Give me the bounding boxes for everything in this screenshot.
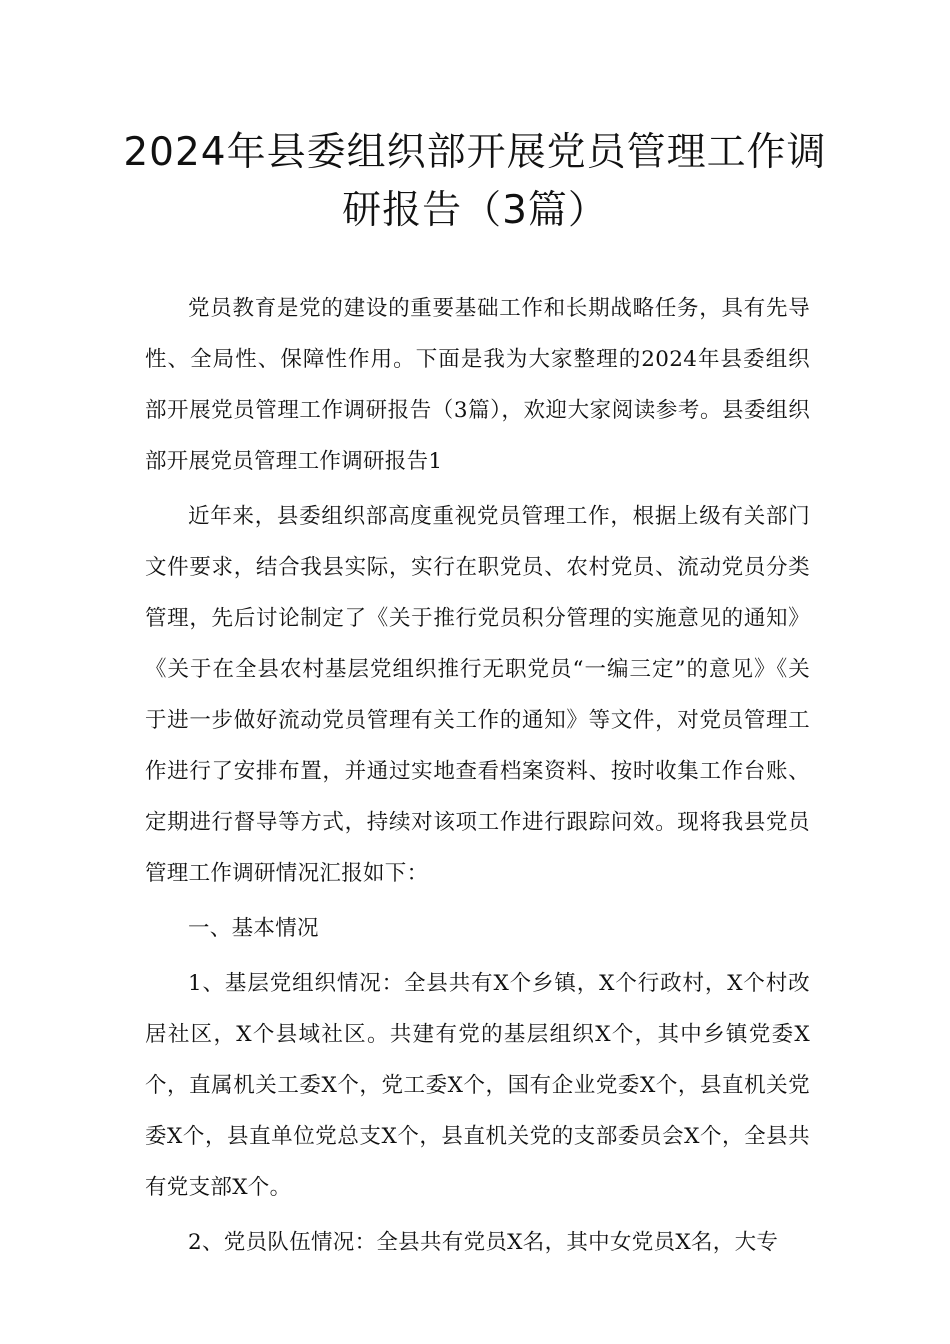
document-body <box>145 283 810 1272</box>
intro-paragraph: 党员教育是党的建设的重要基础工作和长期战略任务，具有先导性、全局性、保障性作用。下面是我为大家整理的2024年县委组织部开展党员管理工作调研报告（3篇），欢迎大家阅读参考。县委组织部开展党员管理工作调研报告1 <box>145 296 810 474</box>
party-organization-paragraph: 1、基层党组织情况：全县共有X个乡镇，X个行政村，X个村改居社区，X个县域社区。共建有党的基层组织X个，其中乡镇党委X个，直属机关工委X个，党工委X个，国有企业党委X个，县直机关党委X个，县直单位党总支X个，县直机关党的支部委员会X个，全县共有党支部X个。 <box>145 971 810 1200</box>
document-title: 2024年县委组织部开展党员管理工作调研报告（3篇） <box>123 130 827 233</box>
section-heading-basic-situation: 一、基本情况 <box>188 916 319 941</box>
party-member-paragraph: 2、党员队伍情况：全县共有党员X名，其中女党员X名，大专 <box>188 1230 779 1255</box>
background-paragraph: 近年来，县委组织部高度重视党员管理工作，根据上级有关部门文件要求，结合我县实际，实行在职党员、农村党员、流动党员分类管理，先后讨论制定了《关于推行党员积分管理的实施意见的通知》《关于在全县农村基层党组织推行无职党员“一编三定”的意见》《关于进一步做好流动党员管理有关工作的通知》等文件，对党员管理工作进行了安排布置，并通过实地查看档案资料、按时收集工作台账、定期进行督导等方式，持续对该项工作进行跟踪问效。现将我县党员管理工作调研情况汇报如下： <box>145 504 810 886</box>
